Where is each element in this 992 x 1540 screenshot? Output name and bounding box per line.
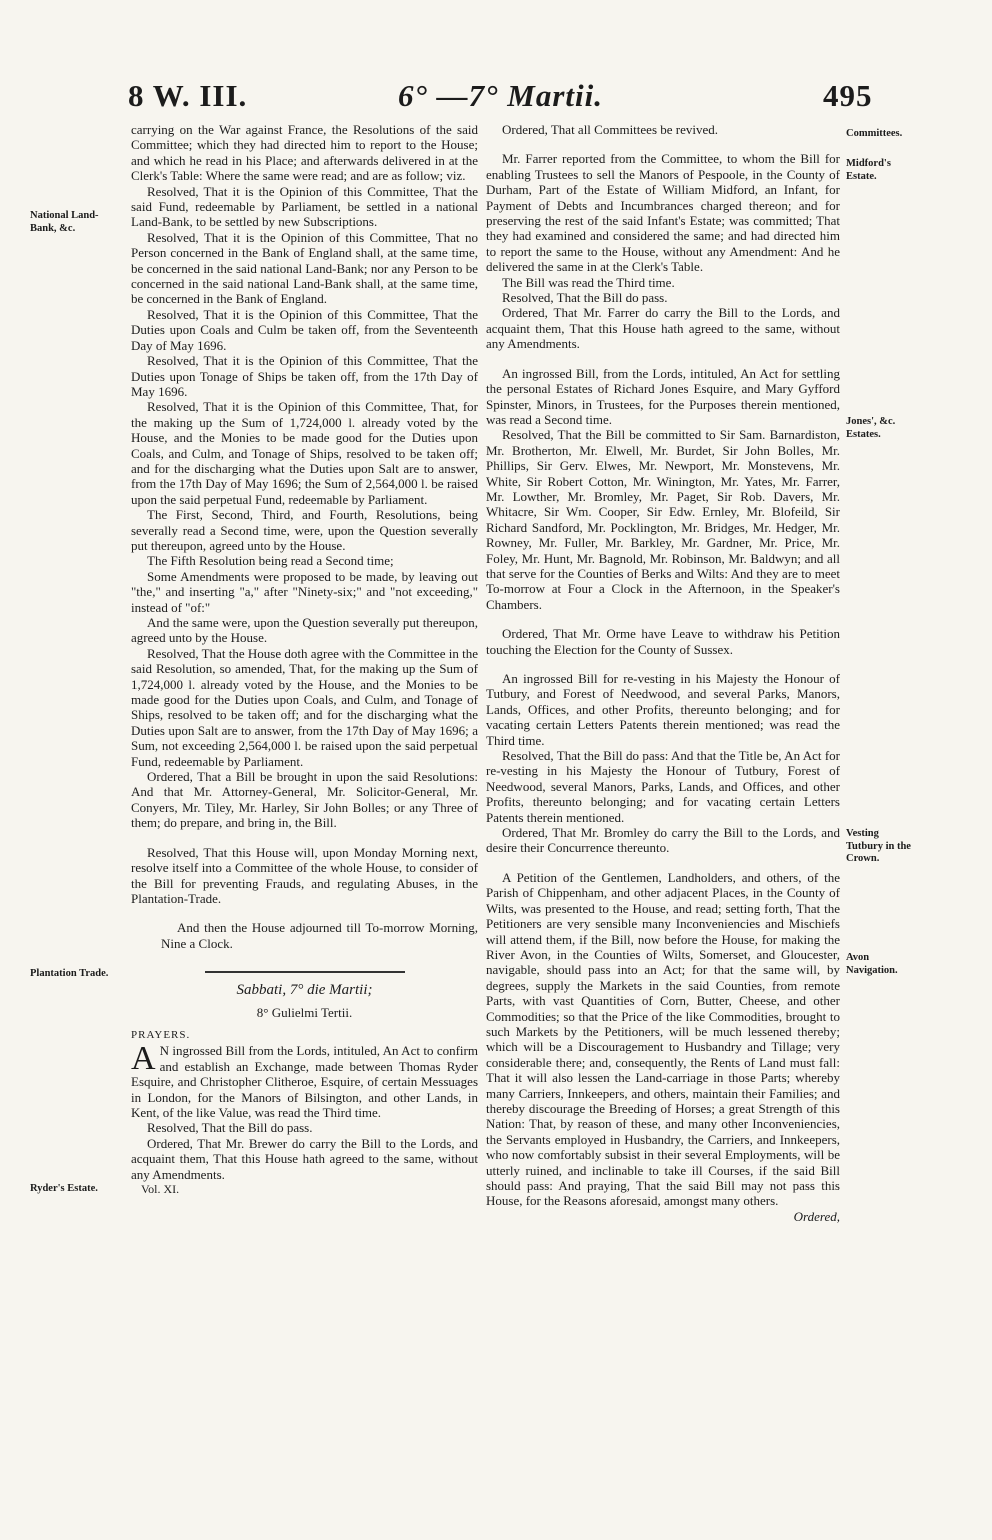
section-divider [205,971,405,973]
paragraph: An ingrossed Bill for re-vesting in his Majesty the Honour of Tutbury, and Forest of Needwood, and several Parks, Manors, Lands, Offices, and other Profits, thereunto belonging; and for vacating certain Letters Patents therein mentioned; was read the Third time. [486,671,840,748]
drop-cap: A [131,1040,156,1078]
margin-note-plantation-trade: Plantation Trade. [30,968,109,979]
margin-note-avon-navigation: Avon Navigation. [846,952,898,976]
paragraph: The First, Second, Third, and Fourth, Resolutions, being severally read a Second time, were, upon the Question severally put thereupon, agreed unto by the House. [131,507,478,553]
paragraph: Ordered, That Mr. Farrer do carry the Bill to the Lords, and acquaint them, That this House hath agreed to the same, without any Amendments. [486,305,840,352]
paragraph: A Petition of the Gentlemen, Landholders, and others, of the Parish of Chippenham, and other adjacent Places, in the County of Wilts, was presented to the House, and read; setting forth, That the Petitioners are very sensible many Inconveniencies and Mischiefs will attend them, if the Bill, now before the House, for making the River Avon, in the Counties of Wilts, Somerset, and Gloucester, navigable, should pass into an Act; for that the same will, by degrees, supply the Markets in the said Counties, from remote Parts, with vast Quantities of Corn, Butter, Cheese, and other Commodities; so that the Price of the like Commodities, brought to such Markets by the Petitioners, will be much lessened thereby; which will be a Discouragement to Husbandry and Tillage; very considerable there; and, consequently, the Rents of Land must fall: That it will also lessen the Land-carriage in those Parts; whereby many Carriers, Innkeepers, and others, maintain their Families; and thereby discourage the Breeding of Horses; a great Strength of this Nation: That, by reason of these, and many other Inconveniencies, the Servants employed in Husbandry, the Carriers, and Innkeepers, who now comfortably subsist in their several Employments, will be utterly ruined, and inclinable to take ill Courses, if the said Bill should pass: And praying, That the said Bill may not pass this House, for the Reasons aforesaid, amongst many others. [486,869,840,1209]
paragraph: Resolved, That this House will, upon Monday Morning next, resolve itself into a Committee of the whole House, to consider of the Bill for preventing Frauds, and regulating Abuses, in the Plantation-Trade. [131,844,478,906]
left-column [131,122,478,1197]
page-number: 495 [823,78,873,113]
paragraph: Ordered, That Mr. Orme have Leave to withdraw his Petition touching the Election for the County of Sussex. [486,626,840,657]
margin-note-midfords-estate: Midford's Estate. [846,158,891,182]
paragraph: Resolved, That the House doth agree with the Committee in the said Resolution, so amended, That, for the making up the Sum of 1,724,000 l. already voted by the House, and the Monies to be made good for the Duties upon Coals, and Culm, and Tonage of Ships, resolved to be taken off; and for the discharging what the Duties upon Salt are to answer, from the 17th Day of May 1696; a Sum, not exceeding 2,564,000 l. be raised upon the said perpetual Fund, redeemable by Parliament. [131,645,478,769]
paragraph: And the same were, upon the Question severally put thereupon, agreed unto by the House. [131,615,478,646]
paragraph: Ordered, That a Bill be brought in upon the said Resolutions: And that Mr. Attorney-General, Mr. Solicitor-General, Mr. Conyers, Mr. Tiley, Mr. Harley, Sir John Bolles; or any Three of them; do prepare, and bring in, the Bill. [131,769,478,831]
margin-note-national-land-bank: National Land-Bank, &c. [30,210,99,234]
paragraph: Resolved, That the Bill do pass. [502,290,668,306]
running-head-left: 8 W. III. [128,78,248,113]
volume-signature: Vol. XI. [141,1182,180,1196]
paragraph: Resolved, That it is the Opinion of this Committee, That, for the making up the Sum of 1,724,000 l. already voted by the House, and the Monies to be made good for the Duties upon Coals, and Culm, and Tonage of Ships, resolved to be taken off; and for the discharging what the Duties upon Salt are to answer, from the 17th Day of May 1696; the Sum of 2,564,000 l. be raised upon the said perpetual Fund, redeemable by Parliament. [131,399,478,507]
paragraph: Ordered, That Mr. Brewer do carry the Bill to the Lords, and acquaint them, That this House hath agreed to the same, without any Amendments. [131,1135,478,1182]
paragraph: carrying on the War against France, the Resolutions of the said Committee; which they had directed him to report to the House; and which he read in his Place; and afterwards delivered in at the Clerk's Table: Where the same were read; and are as follow; viz. [131,122,478,184]
paragraph: The Bill was read the Third time. [502,274,675,290]
paragraph: The Fifth Resolution being read a Second time; [147,553,394,569]
paragraph: Resolved, That it is the Opinion of this Committee, That the Duties upon Tonage of Ships be taken off, from the 17th Day of May 1696. [131,353,478,399]
paragraph: Resolved, That it is the Opinion of this Committee, That the said Fund, redeemable by Parliament, be settled in a national Land-Bank, to be settled by new Subscriptions. [131,183,478,230]
margin-note-jones-estates: Jones', &c. Estates. [846,416,896,440]
right-column [486,122,840,1224]
paragraph: Resolved, That the Bill do pass: And that the Title be, An Act for re-vesting in his Majesty the Honour of Tutbury, Forest of Needwood, several Manors, Parks, Lands, and Offices, and other Profits, thereunto belonging; and for vacating certain Letters Patents therein mentioned. [486,748,840,825]
paragraph: Resolved, That the Bill be committed to Sir Sam. Barnardiston, Mr. Brotherton, Mr. Elwell, Mr. Burdet, Sir John Bolles, Mr. Phillips, Sir Gerv. Elwes, Mr. Newport, Mr. Monstevens, Mr. White, Sir Robert Cotton, Mr. Winington, Mr. Yates, Mr. Farrer, Mr. Lowther, Mr. Bromley, Mr. Paget, Sir Rob. Davers, Mr. Whitacre, Sir Wm. Cooper, Sir Edw. Ernley, Mr. Blofeild, Sir Richard Sandford, Mr. Pocklington, Mr. Bridges, Mr. Hedger, Mr. Rowney, Mr. Fuller, Mr. Barkley, Mr. Gardner, Mr. Price, Mr. Foley, Mr. Hunt, Mr. Bagnold, Mr. Robinson, Mr. Baldwyn; and all that serve for the Counties of Berks and Wilts: And they are to meet To-morrow at Four a Clock in the Afternoon, in the Speaker's Chambers. [486,427,840,612]
paragraph: Some Amendments were proposed to be made, by leaving out "the," and inserting "a," after "Ninety-six;" and "not exceeding," instead of "of:" [131,568,478,615]
paragraph: Resolved, That it is the Opinion of this Committee, That no Person concerned in the Bank of England shall, at the same time, be concerned in the said national Land-Bank; nor any Person to be concerned in the said national Land-Bank shall, at the same time, be concerned in the Bank of England. [131,229,478,307]
margin-note-ryders-estate: Ryder's Estate. [30,1183,98,1194]
paragraph: Ordered, That Mr. Bromley do carry the Bill to the Lords, and desire their Concurrence thereunto. [486,825,840,856]
margin-note-committees: Committees. [846,128,903,139]
catchword: Ordered, [793,1208,840,1224]
paragraph [131,1040,478,1120]
prayers-heading: PRAYERS. [131,1028,191,1041]
date-heading: Sabbati, 7° die Martii; [236,982,373,999]
margin-note-vesting-tutbury: Vesting Tutbury in the Crown. [846,828,911,864]
paragraph: An ingrossed Bill, from the Lords, intituled, An Act for settling the personal Estates of Richard Jones Esquire, and Mary Gyfford Spinster, Minors, in Trustees, for the Purposes therein mentioned, was read a Second time. [486,365,840,427]
running-head-date: 6° —7° Martii. [398,78,604,113]
adjournment-note: And then the House adjourned till To-morrow Morning, Nine a Clock. [161,920,478,951]
paragraph: Ordered, That all Committees be revived. [502,122,718,137]
paragraph-text: N ingrossed Bill from the Lords, intituled, An Act to confirm and establish an Exchange, made between Thomas Ryder Esquire, and Christopher Clitheroe, Esquire, of certain Messuages in London, for the Manors of Bilsington, and other Lands, in Kent, of the like Value, was read the Third time. [131,1043,478,1120]
paragraph: Resolved, That it is the Opinion of this Committee, That the Duties upon Coals and Culm be taken off, from the Seventeenth Day of May 1696. [131,306,478,353]
paragraph: Resolved, That the Bill do pass. [147,1120,313,1136]
paragraph: Mr. Farrer reported from the Committee, to whom the Bill for enabling Trustees to sell the Manors of Pespoole, in the County of Durham, Part of the Estate of William Midford, an Infant, for Payment of Debts and Incumbrances charged thereon; and for preserving the rest of the said Infant's Estate; was committed; That they had examined and considered the same; and had directed him to report the same to the House, without any Amendment: And he delivered the same in at the Clerk's Table. [486,151,840,275]
regnal-year: 8° Gulielmi Tertii. [256,1004,353,1020]
